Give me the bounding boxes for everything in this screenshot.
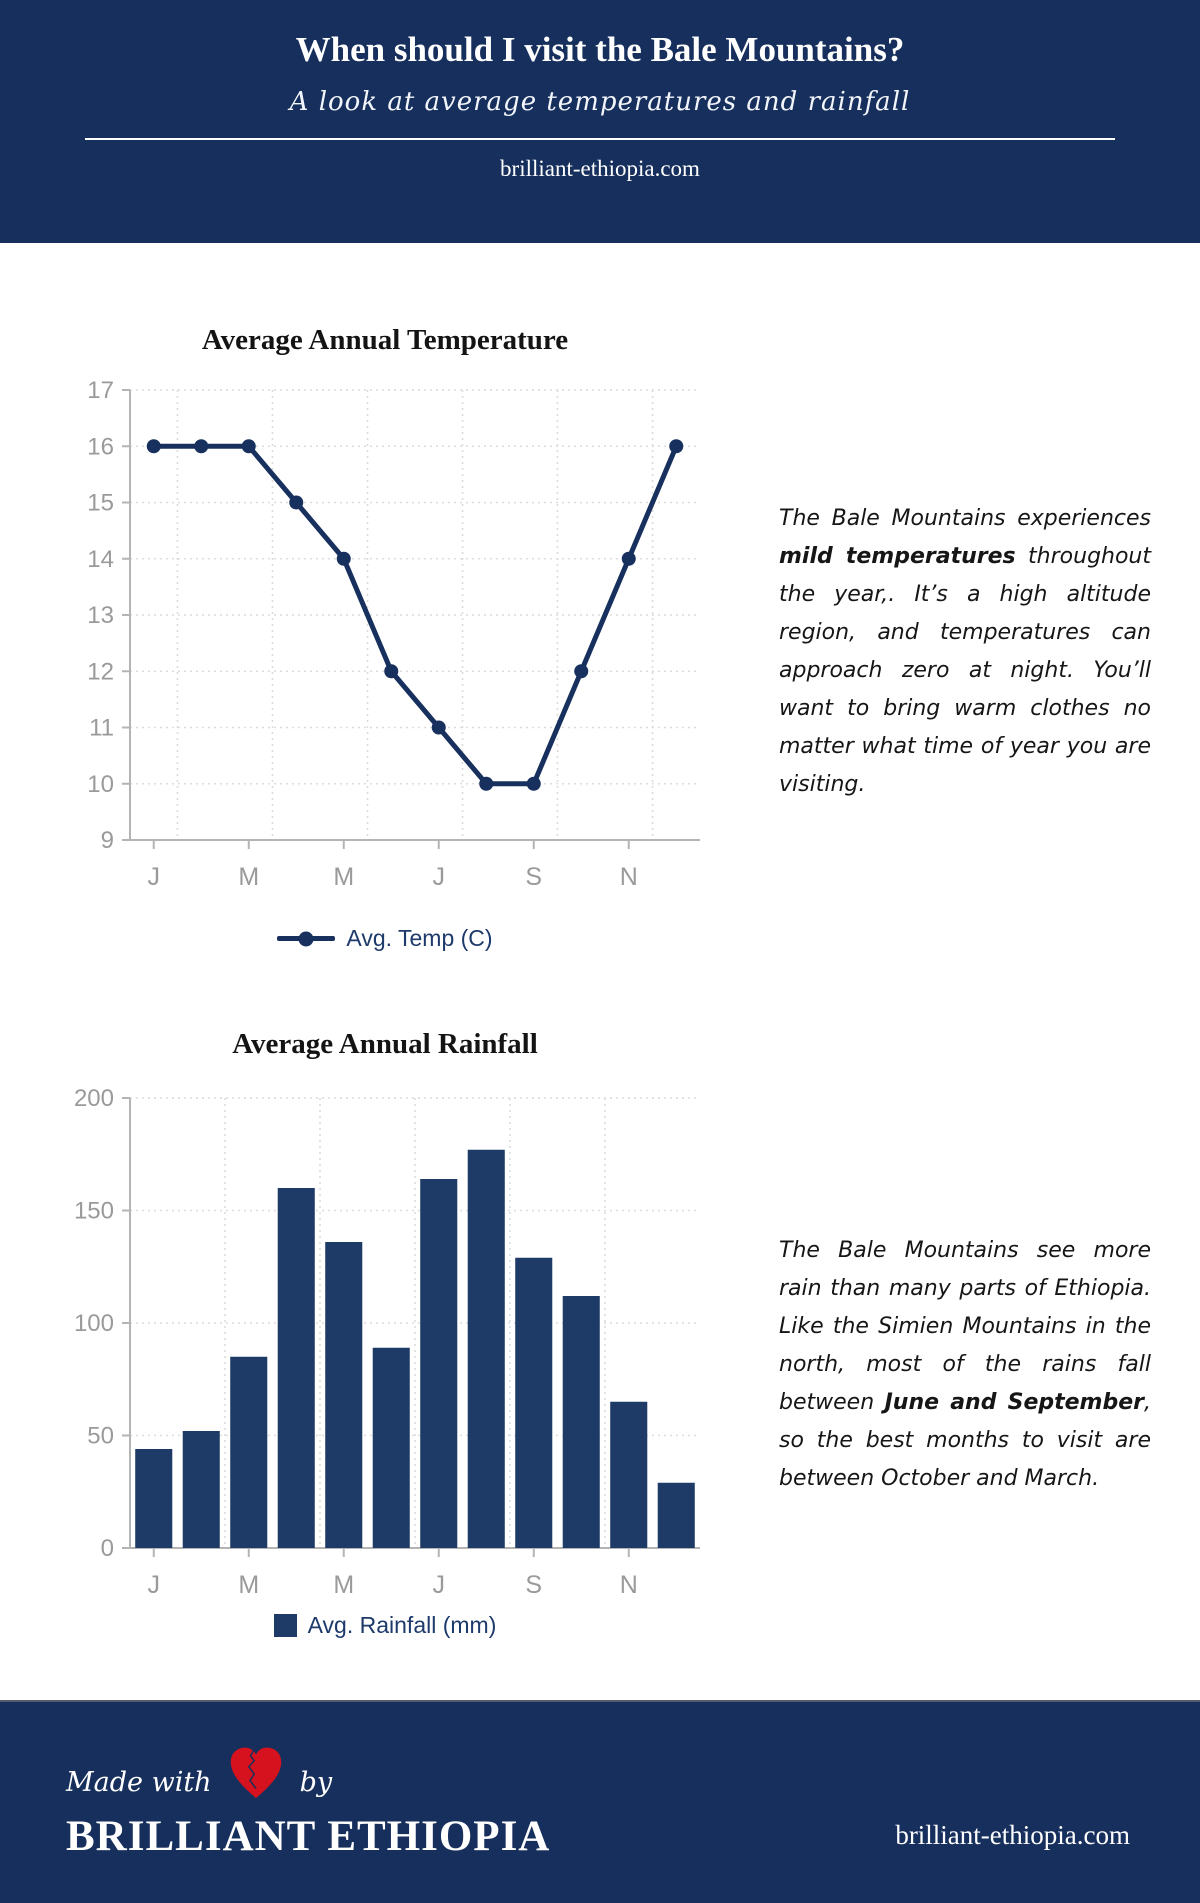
svg-text:17: 17 xyxy=(87,377,114,404)
rainfall-legend xyxy=(55,1612,715,1639)
rainfall-legend-label: Avg. Rainfall (mm) xyxy=(307,1612,497,1638)
rainfall-note: The Bale Mountains see more rain than many parts of Ethiopia. Like the Simien Mountains in the north, most of the rains fall between June and September, so the best months to visit are between October and March. xyxy=(779,1238,1151,1491)
header xyxy=(0,0,1200,243)
svg-text:S: S xyxy=(525,1571,543,1599)
temperature-line-chart xyxy=(55,362,715,922)
svg-text:10: 10 xyxy=(87,770,114,798)
svg-text:S: S xyxy=(525,863,543,891)
svg-text:14: 14 xyxy=(87,545,114,573)
brand-name: BRILLIANT ETHIOPIA xyxy=(66,1813,551,1860)
header-website: brilliant-ethiopia.com xyxy=(500,156,700,181)
svg-text:9: 9 xyxy=(100,827,114,854)
page-title: When should I visit the Bale Mountains? xyxy=(295,30,905,69)
svg-text:200: 200 xyxy=(73,1085,114,1112)
made-with-row xyxy=(66,1760,332,1804)
svg-text:13: 13 xyxy=(87,602,114,629)
header-divider xyxy=(85,138,1115,140)
svg-text:16: 16 xyxy=(87,433,114,461)
svg-text:M: M xyxy=(333,863,355,891)
svg-text:M: M xyxy=(238,1571,260,1599)
svg-text:50: 50 xyxy=(87,1422,114,1450)
made-with-text: Made with xyxy=(66,1766,212,1798)
svg-text:150: 150 xyxy=(73,1197,114,1225)
svg-text:J: J xyxy=(432,863,445,891)
line-marker-icon xyxy=(277,936,335,941)
svg-text:J: J xyxy=(147,1571,160,1599)
svg-text:11: 11 xyxy=(89,714,114,742)
temperature-legend xyxy=(55,925,715,952)
svg-text:15: 15 xyxy=(87,489,114,517)
svg-text:M: M xyxy=(333,1571,355,1599)
temperature-legend-label: Avg. Temp (C) xyxy=(346,925,493,951)
svg-text:100: 100 xyxy=(73,1310,114,1337)
svg-text:J: J xyxy=(432,1571,445,1599)
bar-swatch-icon xyxy=(274,1614,297,1637)
svg-text:M: M xyxy=(238,863,260,891)
rainfall-bar-chart xyxy=(55,1070,715,1630)
by-text: by xyxy=(299,1766,333,1798)
africa-heart-logo xyxy=(224,1744,288,1804)
temperature-chart-title: Average Annual Temperature xyxy=(201,324,569,356)
svg-text:N: N xyxy=(619,863,638,891)
temperature-note: The Bale Mountains experiences mild temperatures throughout the year,. It’s a high altitude region, and temperatures can approach zero at night. You’ll want to bring warm clothes no matter what time of year you are visiting. xyxy=(779,506,1152,797)
rainfall-chart-title: Average Annual Rainfall xyxy=(232,1028,538,1060)
svg-text:0: 0 xyxy=(100,1535,114,1562)
svg-text:J: J xyxy=(147,863,160,891)
page-subtitle: A look at average temperatures and rainfall xyxy=(289,87,911,117)
svg-text:N: N xyxy=(619,1571,638,1599)
footer-website: brilliant-ethiopia.com xyxy=(895,1820,1130,1850)
footer xyxy=(0,1700,1200,1903)
svg-text:12: 12 xyxy=(87,658,114,686)
